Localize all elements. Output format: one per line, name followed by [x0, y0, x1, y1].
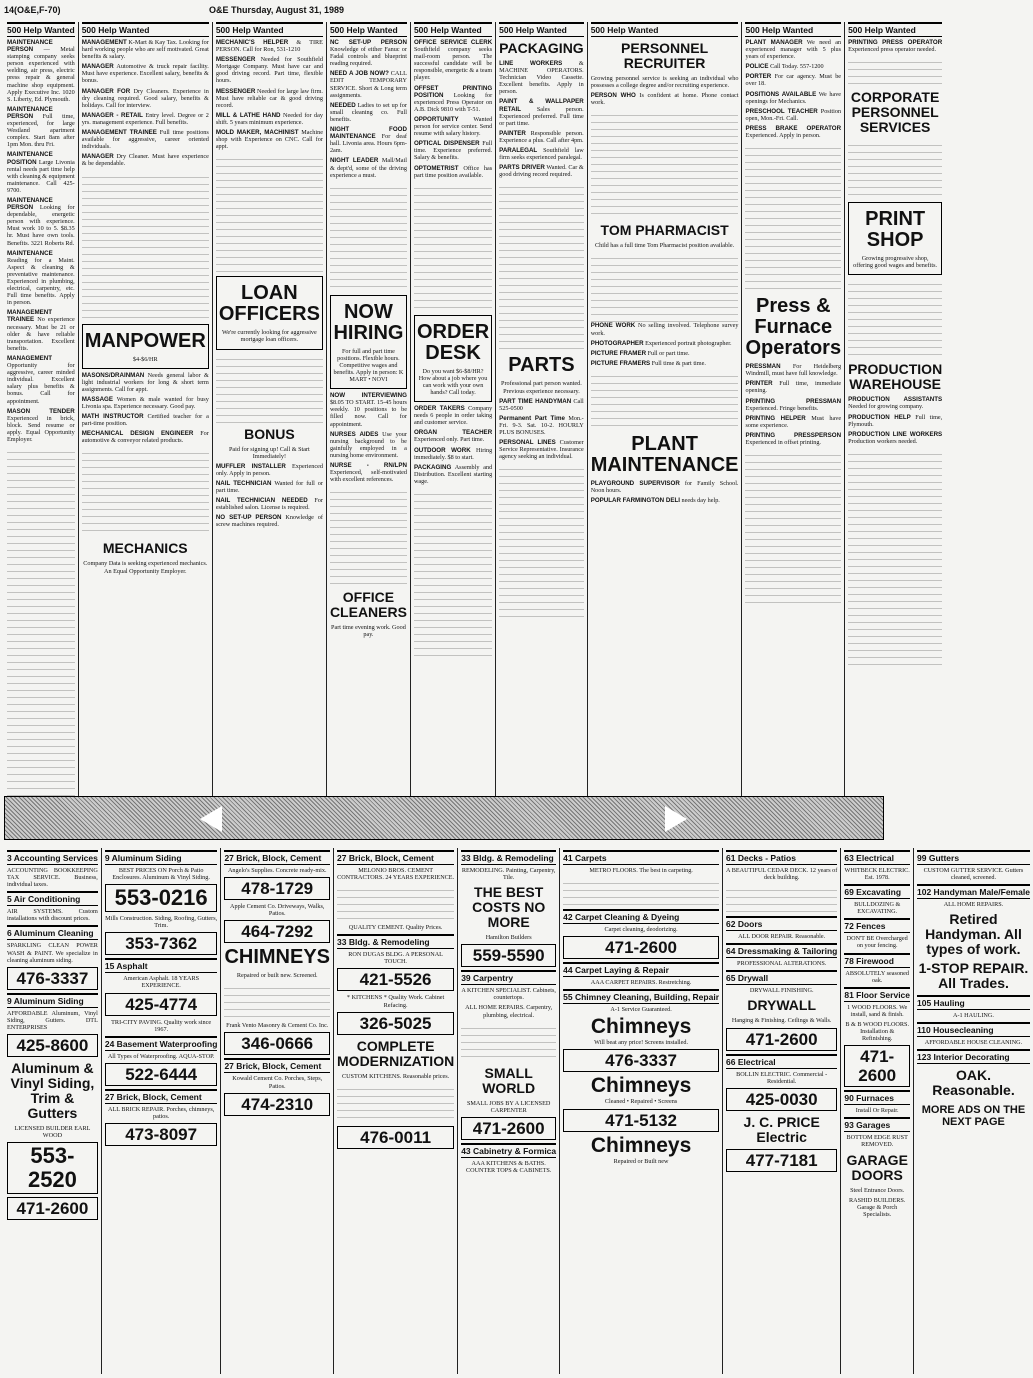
phone-number: 464-7292 [224, 920, 330, 943]
fine-print-filler [337, 884, 454, 924]
classified-ad: PLAYGROUND SUPERVISOR for Family School. Noon hours. [590, 479, 739, 495]
directory-column [334, 848, 458, 1374]
category-heading: 41 Carpets [563, 850, 719, 865]
classified-ad: PAINTER Responsible person. Experience a plus. Call after 4pm. [499, 129, 584, 144]
fine-print-filler [461, 1022, 556, 1062]
category-heading: 63 Electrical [844, 850, 910, 865]
fine-print-filler [330, 486, 407, 586]
display-ad-title: OFFICE CLEANERS [329, 589, 407, 621]
classified-ad: Permanent Part Time Mon.-Fri. 9-3. Sat. 10-2. HOURLY PLUS BONUSES. [499, 414, 584, 436]
phone-number: 471-2600 [726, 1028, 837, 1051]
classified-ad: MANAGEMENT TRAINEE Full time positions available for aggressive, career oriented individuals. [81, 129, 209, 151]
fine-print-filler [216, 353, 323, 423]
category-heading: 6 Aluminum Cleaning [7, 925, 98, 940]
display-ad-subtitle: CUSTOM KITCHENS. Reasonable prices. [341, 1072, 450, 1080]
right-arrow-icon [665, 806, 687, 832]
classified-ad: MILL & LATHE HAND Needed for day shift. 5 years minimum experience. [215, 111, 323, 126]
display-ad-title: PERSONNEL RECRUITER [621, 40, 709, 71]
display-ad-title: Chimneys [590, 1015, 692, 1039]
directory-ad: All Types of Waterproofing. AQUA-STOP. [107, 1052, 215, 1060]
phone-number: 473-8097 [105, 1123, 218, 1146]
directory-ad: AFFORDABLE Aluminum, Vinyl Siding, Gutters. DTL ENTERPRISES [7, 1009, 98, 1031]
classified-ad: MASONS/DRAINMAN Needs general labor & light industrial workers for long & short term assignments. Call for appt. [81, 371, 209, 393]
directory-ad: BOTTOM EDGE RUST REMOVED. [846, 1134, 908, 1149]
directory-ad: Angelo's Supplies. Concrete ready-mix. [227, 867, 327, 874]
classified-ad: NC SET-UP PERSON Knowledge of either Fanuc or Fadal controls and blueprint reading required. [329, 39, 407, 68]
directory-ad: 1 WOOD FLOORS. We install, sand & finish. [847, 1003, 908, 1018]
classified-ad: MECHANICAL DESIGN ENGINEER For automotive & conveyor related products. [81, 430, 209, 445]
directory-column [560, 848, 723, 1374]
phone-number: 471-2600 [844, 1045, 910, 1087]
display-ad-subtitle: We're currently looking for aggressive mortgage loan officers. [221, 329, 317, 344]
display-ad-title: SMALL WORLD [482, 1064, 536, 1096]
classified-ad: PRESSMAN For Heidelberg Windmill, must have full knowledge. [745, 363, 842, 378]
classified-ad: PACKAGING Assembly and Distribution. Excellent starting wage. [413, 463, 493, 485]
classified-ad: MAINTENANCE PERSON — Metal stamping company seeks person experienced with welding, air press, electric press repair & general machine shop equipment. Apply Executive Inc. 1020 S. Liberty, Ed. Plymouth. [7, 39, 75, 103]
classified-ad: PARTS DRIVER Wanted. Car & good driving record required. [499, 164, 584, 179]
directory-ad: B & B WOOD FLOORS. Installation & Refinishing. [845, 1020, 910, 1043]
directory-ad: QUALITY CEMENT. Quality Prices. [348, 924, 443, 932]
classified-ad: OPPORTUNITY Wanted person for service center. Send resume with salary history. [413, 115, 493, 138]
category-heading: 72 Fences [844, 918, 910, 933]
display-ad-subtitle: Repaired or built new. Screened. [236, 972, 318, 980]
classified-ad: MATH INSTRUCTOR Certified teacher for a part-time position. [81, 413, 209, 428]
category-heading: 42 Carpet Cleaning & Dyeing [563, 909, 719, 924]
classified-ad: LINE WORKERS & MACHINE OPERATORS. Technician Video Cassette. Excellent benefits. Apply in person. [499, 60, 584, 96]
classified-ad: NURSE - RN/LPN Experienced, self-motivated with excellent references. [329, 462, 407, 484]
phone-number: 471-5132 [563, 1109, 719, 1132]
category-heading: 66 Electrical [726, 1054, 837, 1069]
display-ad-title: COMPLETE MODERNIZATION [337, 1037, 455, 1069]
directory-column [102, 848, 222, 1374]
classified-ad: MAINTENANCE PERSON Full time, experienced, for large Westland apartment complex. Start 8am after 1pm Mon. thru Fri. [7, 105, 75, 149]
classified-ad: MASSAGE Women & male wanted for busy Livonia spa. Experience necessary. Good pay. [81, 395, 209, 410]
display-ad-subtitle: Professional part person wanted. Previous experience necessary. [501, 380, 582, 395]
column-heading: 500 Help Wanted [7, 22, 75, 37]
classified-ad: PRINTING PRESSMAN Experienced. Fringe benefits. [745, 397, 842, 412]
classified-ad: PRINTER Full time, immediate opening. [745, 380, 842, 395]
category-heading: 110 Housecleaning [917, 1022, 1030, 1037]
phone-number: 476-3337 [563, 1049, 719, 1072]
directory-ad: MELONIO BROS. CEMENT CONTRACTORS. 24 YEARS EXPERIENCE. [337, 867, 455, 882]
category-heading: 99 Gutters [917, 850, 1030, 865]
display-ad-subtitle: Hanging & Finishing. Ceilings & Walls. [731, 1017, 832, 1025]
directory-ad: A BEAUTIFUL CEDAR DECK. 12 years of deck building. [726, 867, 838, 882]
directory-ad: Kowald Cement Co. Porches, Steps, Patios. [232, 1075, 323, 1090]
classified-ad: PRODUCTION LINE WORKERS Production workers needed. [848, 430, 943, 445]
fine-print-filler [848, 448, 942, 668]
fine-print-filler [848, 56, 942, 86]
directory-column [723, 848, 841, 1374]
display-ad-title: MANPOWER [84, 329, 206, 352]
directory-ad: METRO FLOORS. The best in carpeting. [589, 867, 693, 874]
directory-column [4, 848, 102, 1374]
display-ad [82, 324, 209, 369]
column-heading: 500 Help Wanted [499, 22, 584, 37]
classified-ad: Growing personnel service is seeking an individual who possesses a college degree and/or recruiting experience. [590, 75, 739, 90]
column-heading: 500 Help Wanted [330, 22, 407, 37]
directory-ad: Frank Vento Masonry & Cement Co. Inc. [226, 1022, 329, 1030]
classified-ad: PRINTING HELPER Must have some experience. [745, 414, 842, 429]
category-heading: 105 Hauling [917, 995, 1030, 1010]
classified-ad: PRINTING PRESS OPERATOR Experienced press operator needed. [848, 39, 943, 54]
classified-ad: NURSES AIDES Use your nursing background to be gainfully employed in a nursing home environment. [329, 430, 407, 459]
classified-ad: PERSONAL LINES Customer Service Representative. Insurance agency seeking an individual. [499, 439, 584, 461]
classified-ad: PORTER For car agency. Must be over 18. [745, 73, 842, 88]
classified-ad: OFFSET PRINTING POSITION Looking for experienced Press Operator on A.B. Dick 9810 with T-51. [413, 84, 493, 113]
display-ad-title: PRINT SHOP [865, 208, 926, 252]
classified-ad: MANAGER - RETAIL Entry level. Degree or 2 yrs. management experience. Full benefits. [81, 111, 209, 126]
column-heading: 500 Help Wanted [216, 22, 323, 37]
display-ad-subtitle: Company Data is seeking experienced mechanics. An Equal Opportunity Employer. [83, 560, 208, 575]
display-ad-title: J. C. PRICE Electric [743, 1113, 820, 1145]
directory-ad: A-1 HAULING. [953, 1012, 994, 1020]
directory-ad: ACCOUNTING BOOKKEEPING TAX SERVICE. Business, individual taxes. [7, 867, 98, 889]
page-dateline: O&E Thursday, August 31, 1989 [209, 5, 345, 15]
phone-number: 471-2600 [7, 1197, 98, 1220]
classified-ad: POSITIONS AVAILABLE We have openings for Mechanics. [745, 90, 842, 105]
category-heading: 24 Basement Waterproofing [105, 1036, 218, 1051]
help-wanted-column [742, 22, 845, 826]
category-heading: 62 Doors [726, 916, 837, 931]
display-ad [414, 315, 492, 402]
classified-ad: NEED A JOB NOW? CALL EDIT TEMPORARY SERVICE. Short & Long term assignments. [329, 70, 407, 99]
classified-ad: OPTOMETRIST Office has part time position available. [413, 164, 493, 179]
display-ad-subtitle: Will beat any price! Screens installed. [594, 1039, 689, 1047]
directory-ad: DRYWALL FINISHING. [749, 987, 814, 995]
category-heading: 81 Floor Service [844, 987, 910, 1002]
directory-ad: AIR SYSTEMS. Custom installations with discount prices. [7, 908, 98, 923]
help-wanted-column [213, 22, 327, 826]
display-ad [330, 295, 407, 389]
classified-ad: MESSENGER Needed for Southfield Mortgage Company. Must have car and good driving record. Part time, flexible hours. [215, 56, 323, 85]
directory-ad: ALL HOME REPAIRS. [943, 901, 1004, 909]
classified-ad: PHONE WORK No selling involved. Telephone survey work. [590, 322, 739, 337]
phone-number: 425-8600 [7, 1034, 98, 1057]
category-heading: 61 Decks - Patios [726, 850, 837, 865]
classified-ad: PICTURE FRAMERS Full time & part time. [590, 359, 706, 367]
display-ad-title: PLANT MAINTENANCE [590, 432, 739, 476]
classified-ad: MANAGEMENT TRAINEE No experience necessary. Must be 21 or older & have reliable transportation. Excellent benefits. [7, 309, 75, 352]
classified-ad: MOLD MAKER, MACHINIST Machine shop with Experience on CNC. Call for appt. [215, 129, 323, 151]
directory-ad: ALL DOOR REPAIR. Reasonable. [738, 933, 826, 941]
help-wanted-column [411, 22, 496, 826]
display-ad-subtitle: Paid for signing up! Call & Start Immediately! [228, 445, 310, 460]
category-heading: 93 Garages [844, 1117, 910, 1132]
classified-ad: MANAGEMENT K-Mart & Kay Tax. Looking for hard working people who are self motivated. Great benefits & salary. [81, 39, 209, 61]
directory-ad: ALL HOME REPAIRS. Carpentry, plumbing, electrical. [465, 1004, 553, 1019]
classified-ad: NIGHT FOOD MAINTENANCE For deaf hall. Livonia area. Hours 6pm-2am. [329, 126, 407, 155]
classified-ad: POLICE Call Today. 557-1200 [745, 63, 824, 71]
fine-print-filler [216, 153, 323, 273]
category-heading: 15 Asphalt [105, 958, 218, 973]
fine-print-filler [82, 447, 209, 537]
phone-number: 559-5590 [461, 944, 556, 967]
help-wanted-column [4, 22, 79, 826]
fine-print-filler [726, 884, 837, 914]
category-heading: 39 Carpentry [461, 970, 556, 985]
classified-ad: OPTICAL DISPENSER Full time. Experience preferred. Salary & benefits. [413, 140, 493, 162]
category-heading: 43 Cabinetry & Formica [461, 1143, 556, 1158]
classified-ad: NAIL TECHNICIAN NEEDED For established salon. License is required. [215, 497, 323, 512]
display-ad [848, 202, 942, 275]
section-banner [4, 796, 884, 840]
directory-ad: BEST PRICES ON Porch & Patio Enclosures. Aluminum & Vinyl Siding. [112, 867, 210, 882]
classified-ad: PRODUCTION HELP Full time, Plymouth. [848, 413, 943, 428]
directory-ad: Install Or Repair. [855, 1107, 899, 1115]
fine-print-filler [848, 139, 942, 199]
classified-ad: POPULAR FARMINGTON DELI needs day help. [590, 497, 720, 505]
directory-ad: Apple Cement Co. Driveways, Walks, Patios. [230, 903, 325, 918]
column-heading: 500 Help Wanted [848, 22, 942, 37]
display-ad-subtitle: SMALL JOBS BY A LICENSED CARPENTER [466, 1099, 551, 1114]
directory-ad: ALL BRICK REPAIR. Porches, chimneys, patios. [108, 1105, 215, 1120]
classified-ad: NO SET-UP PERSON Knowledge of screw machines required. [215, 514, 323, 529]
fine-print-filler [591, 370, 739, 430]
display-ad-subtitle: For full and part time positions. Flexible hours. Competitive wages and benefits. Apply in person: K MART • NOVI [333, 347, 404, 384]
category-heading: 27 Brick, Block, Cement [224, 1058, 330, 1073]
directory-ad: * KITCHENS * Quality Work. Cabinet Refacing. [346, 994, 445, 1009]
display-ad-title: CORPORATE PERSONNEL SERVICES [850, 89, 940, 136]
classified-ad: NAIL TECHNICIAN Wanted for full or part time. [215, 479, 323, 494]
classified-ad: OFFICE SERVICE CLERK Southfield company seeks mail-room person. The successful candidate will be responsible, energetic & a team player. [413, 39, 493, 82]
column-heading: 500 Help Wanted [591, 22, 739, 37]
phone-number: 477-7181 [726, 1149, 837, 1172]
directory-ad: Carpet cleaning, deodorizing. [604, 926, 678, 934]
category-heading: 27 Brick, Block, Cement [105, 1089, 218, 1104]
column-heading: 500 Help Wanted [414, 22, 492, 37]
phone-number: 553-0216 [105, 884, 218, 912]
fine-print-filler [414, 488, 492, 658]
fine-print-filler [337, 1083, 454, 1123]
classified-ad: MUFFLER INSTALLER Experienced only. Apply in person. [215, 462, 323, 477]
fine-print-filler [745, 449, 841, 609]
phone-number: 353-7362 [105, 932, 218, 955]
phone-number: 478-1729 [224, 877, 330, 900]
phone-number: 421-5526 [337, 968, 454, 991]
directory-ad: AAA KITCHENS & BATHS. COUNTER TOPS & CABINETS. [465, 1159, 552, 1174]
directory-ad: RASHID BUILDERS. Garage & Porch Specialists. [848, 1196, 906, 1218]
fine-print-filler [591, 252, 739, 322]
category-heading: 27 Brick, Block, Cement [224, 850, 330, 865]
classified-ad: PRODUCTION ASSISTANTS Needed for growing company. [848, 396, 943, 411]
display-ad-title: TOM PHARMACIST [600, 222, 729, 239]
directory-ad: A KITCHEN SPECIALIST. Cabinets, countertops. [461, 987, 556, 1002]
category-heading: 65 Drywall [726, 970, 837, 985]
display-ad-title: Retired Handyman. All types of work. [925, 911, 1022, 958]
phone-number: 425-0030 [726, 1088, 837, 1111]
fine-print-filler [591, 109, 739, 219]
directory-column [841, 848, 914, 1374]
category-heading: 33 Bldg. & Remodeling [337, 934, 454, 949]
display-ad-subtitle: Do you want $6-$8/HR? How about a job where you can work with your own hands? Call today. [418, 367, 488, 396]
phone-number: 425-4774 [105, 993, 218, 1016]
phone-number: 522-6444 [105, 1063, 218, 1086]
fine-print-filler [7, 446, 75, 826]
classified-ad: PRESCHOOL TEACHER Position open, Mon.-Fri. Call. [745, 107, 842, 122]
classified-ad: NIGHT LEADER Mall/Mail & dept'd, some of the driving experience a must. [329, 157, 407, 179]
display-ad-title: LOAN OFFICERS [218, 282, 320, 326]
category-heading: 5 Air Conditioning [7, 891, 98, 906]
phone-number: 326-5025 [337, 1012, 454, 1035]
service-directory-section [4, 848, 1030, 1374]
phone-number: 474-2310 [224, 1093, 330, 1116]
display-ad-subtitle: LICENSED BUILDER EARL WOOD [14, 1125, 91, 1140]
phone-number: 553-2520 [7, 1142, 98, 1194]
fine-print-filler [224, 982, 330, 1022]
classified-ad: PRINTING PRESSPERSON Experienced in offset printing. [745, 431, 842, 446]
display-ad-title: Aluminum & Vinyl Siding, Trim & Gutters [10, 1060, 95, 1122]
display-ad-title: ORDER DESK [416, 320, 490, 364]
display-ad-title: PRODUCTION WAREHOUSE [848, 361, 943, 393]
directory-ad: WHITBECK ELECTRIC. Est. 1978. [844, 867, 910, 882]
category-heading: 64 Dressmaking & Tailoring [726, 943, 837, 958]
display-ad-title: PACKAGING [499, 40, 584, 56]
classified-ad: PHOTOGRAPHER Experienced portrait photographer. [590, 339, 732, 347]
directory-ad: DON'T BE Overcharged on your fencing. [846, 935, 908, 950]
display-ad-title: THE BEST COSTS NO MORE [472, 884, 546, 931]
phone-number: 471-2600 [461, 1117, 556, 1140]
directory-column [221, 848, 334, 1374]
display-ad-title: Chimneys [590, 1074, 692, 1098]
display-ad-title: Chimneys [590, 1133, 692, 1157]
classified-ad: PARALEGAL Southfield law firm seeks experienced paralegal. [499, 147, 584, 162]
phone-number: 346-0666 [224, 1032, 330, 1055]
directory-column [914, 848, 1033, 1374]
fine-print-filler [499, 181, 584, 351]
display-ad-subtitle: Hamilton Builders [485, 934, 532, 942]
classified-ad: MANAGER FOR Dry Cleaners. Experience in dry cleaning required. Good salary, benefits & holidays. Call for interview. [81, 87, 209, 109]
directory-ad: ABSOLUTELY seasoned oak. [845, 969, 909, 984]
classified-ad: MANAGER Dry Cleaner. Must have experience & be dependable. [81, 153, 209, 168]
directory-ad: BOLLIN ELECTRIC. Commercial - Residential. [736, 1070, 828, 1085]
category-heading: 44 Carpet Laying & Repair [563, 962, 719, 977]
page-folio: 14(O&E,F-70) [4, 5, 61, 15]
classified-ad: PICTURE FRAMER Full or part time. [590, 349, 690, 357]
fine-print-filler [745, 142, 841, 292]
category-heading: 33 Bldg. & Remodeling [461, 850, 556, 865]
classified-ad: PERSON WHO Is confident at home. Phone contact work. [590, 92, 739, 107]
display-ad-title: 1-STOP REPAIR. All Trades. [918, 960, 1029, 992]
directory-ad: A-1 Service Guaranteed. [610, 1006, 672, 1014]
more-ads-notice: MORE ADS ON THE NEXT PAGE [921, 1104, 1026, 1129]
phone-number: 471-2600 [563, 936, 719, 959]
classified-ad: MESSENGER Needed for large law firm. Must have reliable car & good driving record. [215, 87, 323, 109]
display-ad-title: BONUS [244, 425, 295, 442]
classified-ad: PAINT & WALLPAPER RETAIL Sales person. Experienced preferred. Full time or part time. [499, 98, 584, 127]
fine-print-filler [330, 182, 407, 292]
help-wanted-column [79, 22, 213, 826]
directory-ad: REMODELING. Painting, Carpentry, Tile. [461, 867, 556, 882]
display-ad-title: DRYWALL [747, 997, 817, 1014]
display-ad-subtitle: Part time evening work. Good pay. [331, 624, 406, 639]
classified-ad: MAINTENANCE Reading for a Maint. Aspect & cleaning & preventative maintenance. Experienced in plumbing, electrical, carpentry, etc. Full time benefits. Apply in person. [7, 249, 75, 307]
help-wanted-column [588, 22, 743, 826]
fine-print-filler [848, 278, 942, 358]
classified-ad: OUTDOOR WORK Hiring immediately. $8 to start. [413, 446, 493, 461]
column-heading: 500 Help Wanted [82, 22, 209, 37]
category-heading: 9 Aluminum Siding [105, 850, 218, 865]
display-ad-subtitle: Growing progressive shop, offering good wages and benefits. [853, 255, 938, 270]
category-heading: 3 Accounting Services [7, 850, 98, 865]
help-wanted-section [4, 22, 943, 782]
classified-ad: MANAGEMENT Opportunity for aggressive, career minded individual. Excellent salary plus benefits & bonus. Call for appointment. [7, 354, 75, 405]
fine-print-filler [414, 182, 492, 312]
left-arrow-icon [200, 806, 222, 832]
display-ad-title: CHIMNEYS [224, 946, 331, 969]
classified-ad: MECHANIC'S HELPER & TIRE PERSON. Call for Ron, 531-1210 [215, 39, 323, 54]
column-heading: 500 Help Wanted [745, 22, 841, 37]
category-heading: 9 Aluminum Siding [7, 993, 98, 1008]
directory-ad: SPARKLING CLEAN POWER WASH & PAINT. We specialize in cleaning aluminum siding. [7, 942, 98, 964]
display-ad [216, 276, 323, 349]
classified-ad: PLANT MANAGER We need an experienced manager with 5 plus years of experience. [745, 39, 842, 61]
display-ad-title: OAK. Reasonable. [932, 1067, 1015, 1099]
help-wanted-column [496, 22, 588, 826]
directory-ad: BULLDOZING & EXCAVATING. [854, 901, 901, 916]
directory-ad: AFFORDABLE HOUSE CLEANING. [924, 1039, 1023, 1047]
fine-print-filler [499, 463, 584, 623]
directory-ad: PROFESSIONAL ALTERATIONS. [737, 960, 827, 968]
classified-ad: NOW INTERVIEWING $8.05 TO START. 15-45 hours weekly. 10 positions to be filled now. Call for appointment. [329, 392, 407, 428]
category-heading: 55 Chimney Cleaning, Building, Repair [563, 989, 719, 1004]
classified-ad: ORGAN TEACHER Experienced only. Part time. [413, 429, 493, 444]
directory-column [458, 848, 560, 1374]
fine-print-filler [563, 877, 719, 907]
display-ad-subtitle: Cleaned • Repaired • Screens [604, 1098, 678, 1106]
fine-print-filler [82, 171, 209, 321]
display-ad-title: MECHANICS [102, 540, 188, 557]
directory-ad: CUSTOM GUTTER SERVICE. Gutters cleaned, screened. [923, 867, 1024, 882]
category-heading: 102 Handyman Male/Female [917, 884, 1030, 899]
category-heading: 69 Excavating [844, 884, 910, 899]
display-ad-title: NOW HIRING [333, 300, 404, 344]
page-masthead [4, 4, 884, 18]
classified-ad: ORDER TAKERS Company needs 6 people in order taking and customer service. [413, 405, 493, 427]
help-wanted-column [845, 22, 945, 826]
category-heading: 27 Brick, Block, Cement [337, 850, 454, 865]
display-ad-subtitle: Child has a full time Tom Pharmacist position available. [595, 242, 735, 250]
classified-ad: PART TIME HANDYMAN Call 525-0500 [499, 397, 584, 412]
display-ad-subtitle: Steel Entrance Doors. [850, 1186, 905, 1194]
display-ad-title: PARTS [508, 354, 575, 377]
phone-number: 476-3337 [7, 967, 98, 990]
help-wanted-column [327, 22, 411, 826]
category-heading: 123 Interior Decorating [917, 1049, 1030, 1064]
classified-ad: PRESS BRAKE OPERATOR Experienced. Apply in person. [745, 124, 842, 140]
classified-ad: MAINTENANCE PERSON Looking for dependable, energetic person with experience. Must work 10 to 5. $8.35 hr. Must have own tools. Benefits. 3221 Roberts Rd. [7, 196, 75, 247]
classified-ad: NEEDED Ladies to set up for small cleaning co. Full benefits. [329, 101, 407, 123]
phone-number: 476-0011 [337, 1126, 454, 1149]
display-ad-subtitle: Repaired or Built new [613, 1157, 669, 1165]
category-heading: 78 Firewood [844, 953, 910, 968]
directory-ad: AAA CARPET REPAIRS. Restretching. [590, 979, 692, 987]
directory-ad: TRI-CITY PAVING. Quality work since 1967. [111, 1018, 212, 1033]
display-ad-subtitle: $4-$6/HR [132, 355, 158, 363]
classified-ad: MANAGER Automotive & truck repair facility. Must have experience. Excellent salary, benefits & bonus. [81, 63, 209, 85]
category-heading: 90 Furnaces [844, 1090, 910, 1105]
display-ad-title: Press & Furnace Operators [745, 295, 842, 360]
classified-ad: MASON TENDER Experienced in brick, block. Send resume or apply. Equal Opportunity Employer. [7, 407, 75, 443]
directory-ad: Mills Construction. Siding, Roofing, Gutters, Trim. [105, 915, 218, 930]
directory-ad: RON DUGAS BLDG. A PERSONAL TOUCH. [348, 951, 443, 966]
display-ad-title: GARAGE DOORS [846, 1151, 908, 1183]
directory-ad: American Asphalt. 18 YEARS EXPERIENCE. [123, 975, 200, 990]
classified-ad: MAINTENANCE POSITION Large Livonia rental needs part time help with cleaning & equipment maintenance. Call 425-9700. [7, 151, 75, 194]
